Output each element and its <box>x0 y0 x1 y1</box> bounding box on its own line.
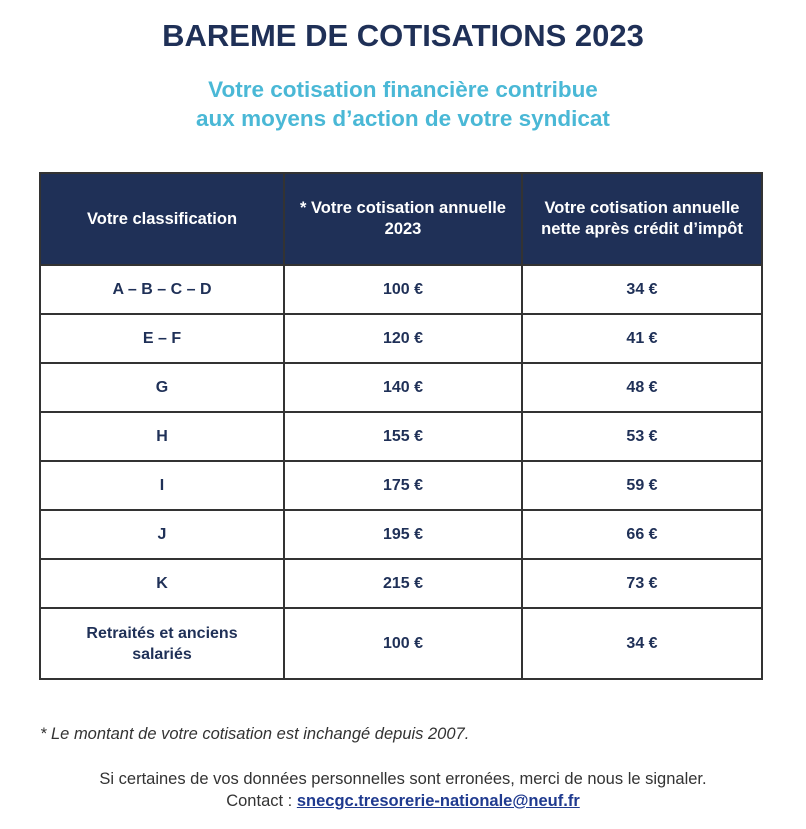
notice <box>0 768 806 812</box>
cell-annual: 100 € <box>284 265 522 314</box>
cell-annual: 215 € <box>284 559 522 608</box>
cell-classification <box>40 608 284 679</box>
contact-line <box>0 790 806 812</box>
table-row <box>40 608 762 679</box>
contact-label: Contact : <box>226 792 297 810</box>
cell-classification: A – B – C – D <box>40 265 284 314</box>
cell-classification: I <box>40 461 284 510</box>
contribution-table <box>39 172 763 680</box>
cell-net: 66 € <box>522 510 762 559</box>
cell-annual: 155 € <box>284 412 522 461</box>
cell-annual: 100 € <box>284 608 522 679</box>
cell-net: 53 € <box>522 412 762 461</box>
cell-classification: E – F <box>40 314 284 363</box>
page-title: BAREME DE COTISATIONS 2023 <box>162 18 644 53</box>
cell-annual: 175 € <box>284 461 522 510</box>
table-row <box>40 559 762 608</box>
cell-classification: H <box>40 412 284 461</box>
cell-net: 34 € <box>522 265 762 314</box>
header-annual-contribution: * Votre cotisation annuelle 2023 <box>284 173 522 265</box>
cell-annual: 195 € <box>284 510 522 559</box>
notice-text: Si certaines de vos données personnelles sont erronées, merci de nous le signaler. <box>99 770 707 788</box>
contact-email-link[interactable]: snecgc.tresorerie-nationale@neuf.fr <box>296 792 580 810</box>
cell-net: 48 € <box>522 363 762 412</box>
cell-net: 34 € <box>522 608 762 679</box>
cell-annual: 140 € <box>284 363 522 412</box>
table-row <box>40 461 762 510</box>
table-row <box>40 412 762 461</box>
table-row <box>40 265 762 314</box>
cell-classification: G <box>40 363 284 412</box>
cell-net: 41 € <box>522 314 762 363</box>
subtitle-line-2: aux moyens d’action de votre syndicat <box>196 106 610 131</box>
cell-classification: K <box>40 559 284 608</box>
table-row <box>40 510 762 559</box>
subtitle <box>0 75 806 133</box>
cell-net: 73 € <box>522 559 762 608</box>
cell-net: 59 € <box>522 461 762 510</box>
footnote: * Le montant de votre cotisation est inchangé depuis 2007. <box>40 725 470 743</box>
cell-annual: 120 € <box>284 314 522 363</box>
cell-classification-text: Retraités et anciens salariés <box>86 624 238 663</box>
subtitle-line-1: Votre cotisation financière contribue <box>208 77 598 102</box>
header-classification: Votre classification <box>40 173 284 265</box>
cell-classification: J <box>40 510 284 559</box>
table-row <box>40 314 762 363</box>
header-net-contribution: Votre cotisation annuelle nette après crédit d’impôt <box>522 173 762 265</box>
table-header-row <box>40 173 762 265</box>
table-row <box>40 363 762 412</box>
